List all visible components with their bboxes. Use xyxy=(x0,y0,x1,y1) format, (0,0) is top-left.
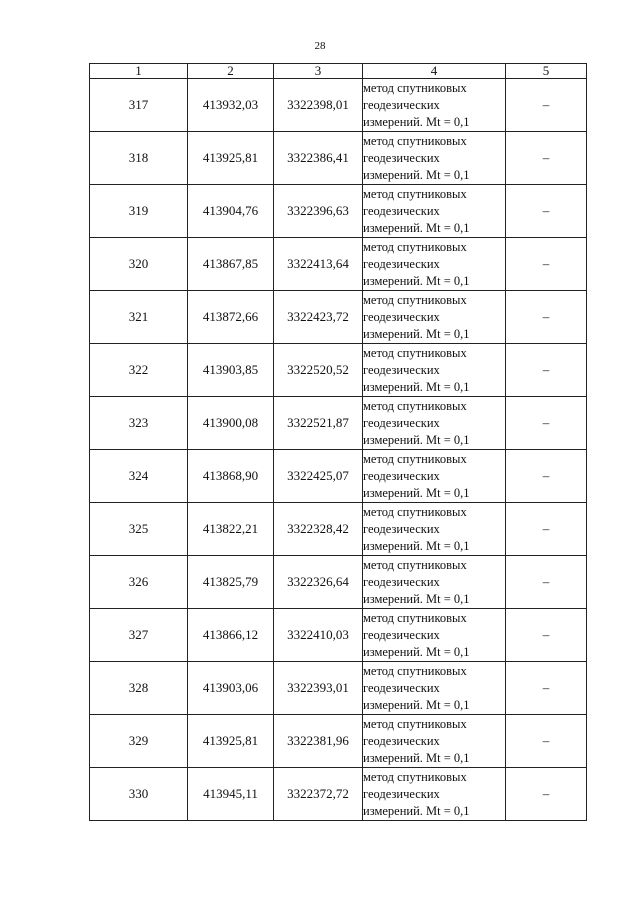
method-description xyxy=(363,291,506,344)
method-line: измерений. Mt = 0,1 xyxy=(363,432,470,447)
method-description xyxy=(363,609,506,662)
coordinate-y: 3322396,63 xyxy=(274,185,363,238)
method-line: геодезических xyxy=(363,786,440,801)
table-row xyxy=(90,715,587,768)
coordinate-y: 3322393,01 xyxy=(274,662,363,715)
coordinates-table xyxy=(89,63,587,821)
method-line: метод спутниковых xyxy=(363,186,467,201)
table-row xyxy=(90,768,587,821)
coordinate-y: 3322423,72 xyxy=(274,291,363,344)
method-line: геодезических xyxy=(363,362,440,377)
column-5-value: – xyxy=(506,556,587,609)
coordinate-x: 413900,08 xyxy=(188,397,274,450)
point-number: 320 xyxy=(90,238,188,291)
method-line: метод спутниковых xyxy=(363,504,467,519)
method-line: метод спутниковых xyxy=(363,769,467,784)
method-line: геодезических xyxy=(363,574,440,589)
method-line: метод спутниковых xyxy=(363,239,467,254)
method-description xyxy=(363,185,506,238)
column-5-value: – xyxy=(506,185,587,238)
coordinate-x: 413903,85 xyxy=(188,344,274,397)
column-header-4: 4 xyxy=(363,64,506,79)
method-line: геодезических xyxy=(363,150,440,165)
coordinate-x: 413868,90 xyxy=(188,450,274,503)
method-line: измерений. Mt = 0,1 xyxy=(363,538,470,553)
column-5-value: – xyxy=(506,291,587,344)
coordinate-y: 3322381,96 xyxy=(274,715,363,768)
method-line: геодезических xyxy=(363,627,440,642)
coordinate-y: 3322372,72 xyxy=(274,768,363,821)
point-number: 321 xyxy=(90,291,188,344)
coordinate-x: 413872,66 xyxy=(188,291,274,344)
column-header-2: 2 xyxy=(188,64,274,79)
point-number: 329 xyxy=(90,715,188,768)
method-line: метод спутниковых xyxy=(363,345,467,360)
coordinate-x: 413866,12 xyxy=(188,609,274,662)
method-description xyxy=(363,768,506,821)
method-description xyxy=(363,238,506,291)
table-row xyxy=(90,185,587,238)
coordinate-y: 3322521,87 xyxy=(274,397,363,450)
coordinate-y: 3322328,42 xyxy=(274,503,363,556)
column-5-value: – xyxy=(506,715,587,768)
method-line: метод спутниковых xyxy=(363,451,467,466)
point-number: 323 xyxy=(90,397,188,450)
method-line: измерений. Mt = 0,1 xyxy=(363,591,470,606)
coordinate-y: 3322413,64 xyxy=(274,238,363,291)
method-line: метод спутниковых xyxy=(363,557,467,572)
coordinate-y: 3322520,52 xyxy=(274,344,363,397)
method-line: геодезических xyxy=(363,733,440,748)
coordinate-y: 3322410,03 xyxy=(274,609,363,662)
method-line: измерений. Mt = 0,1 xyxy=(363,273,470,288)
column-5-value: – xyxy=(506,344,587,397)
column-5-value: – xyxy=(506,609,587,662)
method-line: геодезических xyxy=(363,521,440,536)
coordinate-y: 3322326,64 xyxy=(274,556,363,609)
table-row xyxy=(90,662,587,715)
point-number: 330 xyxy=(90,768,188,821)
table-row xyxy=(90,238,587,291)
table-header-row xyxy=(90,64,587,79)
method-description xyxy=(363,397,506,450)
coordinate-x: 413925,81 xyxy=(188,132,274,185)
column-5-value: – xyxy=(506,503,587,556)
method-description xyxy=(363,715,506,768)
method-line: геодезических xyxy=(363,415,440,430)
method-line: геодезических xyxy=(363,97,440,112)
coordinate-x: 413945,11 xyxy=(188,768,274,821)
method-line: метод спутниковых xyxy=(363,716,467,731)
point-number: 328 xyxy=(90,662,188,715)
point-number: 318 xyxy=(90,132,188,185)
point-number: 317 xyxy=(90,79,188,132)
method-line: геодезических xyxy=(363,680,440,695)
method-description xyxy=(363,662,506,715)
method-line: метод спутниковых xyxy=(363,133,467,148)
method-line: геодезических xyxy=(363,468,440,483)
coordinate-y: 3322398,01 xyxy=(274,79,363,132)
column-5-value: – xyxy=(506,238,587,291)
method-description xyxy=(363,344,506,397)
column-5-value: – xyxy=(506,397,587,450)
method-line: метод спутниковых xyxy=(363,610,467,625)
column-header-5: 5 xyxy=(506,64,587,79)
method-line: геодезических xyxy=(363,256,440,271)
column-5-value: – xyxy=(506,450,587,503)
method-line: измерений. Mt = 0,1 xyxy=(363,750,470,765)
method-line: измерений. Mt = 0,1 xyxy=(363,326,470,341)
method-description xyxy=(363,79,506,132)
method-line: метод спутниковых xyxy=(363,80,467,95)
method-description xyxy=(363,450,506,503)
method-line: метод спутниковых xyxy=(363,292,467,307)
table-row xyxy=(90,132,587,185)
table-row xyxy=(90,397,587,450)
table-row xyxy=(90,556,587,609)
method-description xyxy=(363,503,506,556)
table-row xyxy=(90,79,587,132)
column-header-1: 1 xyxy=(90,64,188,79)
method-line: измерений. Mt = 0,1 xyxy=(363,485,470,500)
table-row xyxy=(90,609,587,662)
coordinate-x: 413904,76 xyxy=(188,185,274,238)
point-number: 325 xyxy=(90,503,188,556)
column-header-3: 3 xyxy=(274,64,363,79)
method-line: метод спутниковых xyxy=(363,398,467,413)
method-line: измерений. Mt = 0,1 xyxy=(363,644,470,659)
table-row xyxy=(90,503,587,556)
column-5-value: – xyxy=(506,768,587,821)
method-line: измерений. Mt = 0,1 xyxy=(363,167,470,182)
coordinate-y: 3322386,41 xyxy=(274,132,363,185)
method-line: метод спутниковых xyxy=(363,663,467,678)
coordinate-x: 413903,06 xyxy=(188,662,274,715)
method-line: геодезических xyxy=(363,309,440,324)
page-number: 28 xyxy=(314,40,326,52)
point-number: 322 xyxy=(90,344,188,397)
table-row xyxy=(90,450,587,503)
point-number: 319 xyxy=(90,185,188,238)
coordinate-x: 413932,03 xyxy=(188,79,274,132)
column-5-value: – xyxy=(506,79,587,132)
column-5-value: – xyxy=(506,662,587,715)
column-5-value: – xyxy=(506,132,587,185)
method-line: измерений. Mt = 0,1 xyxy=(363,379,470,394)
point-number: 324 xyxy=(90,450,188,503)
method-line: измерений. Mt = 0,1 xyxy=(363,697,470,712)
coordinate-x: 413822,21 xyxy=(188,503,274,556)
coordinate-x: 413825,79 xyxy=(188,556,274,609)
method-line: измерений. Mt = 0,1 xyxy=(363,803,470,818)
method-line: измерений. Mt = 0,1 xyxy=(363,220,470,235)
table-row xyxy=(90,344,587,397)
method-line: геодезических xyxy=(363,203,440,218)
point-number: 327 xyxy=(90,609,188,662)
coordinate-x: 413925,81 xyxy=(188,715,274,768)
table-row xyxy=(90,291,587,344)
coordinate-y: 3322425,07 xyxy=(274,450,363,503)
method-line: измерений. Mt = 0,1 xyxy=(363,114,470,129)
coordinate-x: 413867,85 xyxy=(188,238,274,291)
method-description xyxy=(363,132,506,185)
method-description xyxy=(363,556,506,609)
point-number: 326 xyxy=(90,556,188,609)
